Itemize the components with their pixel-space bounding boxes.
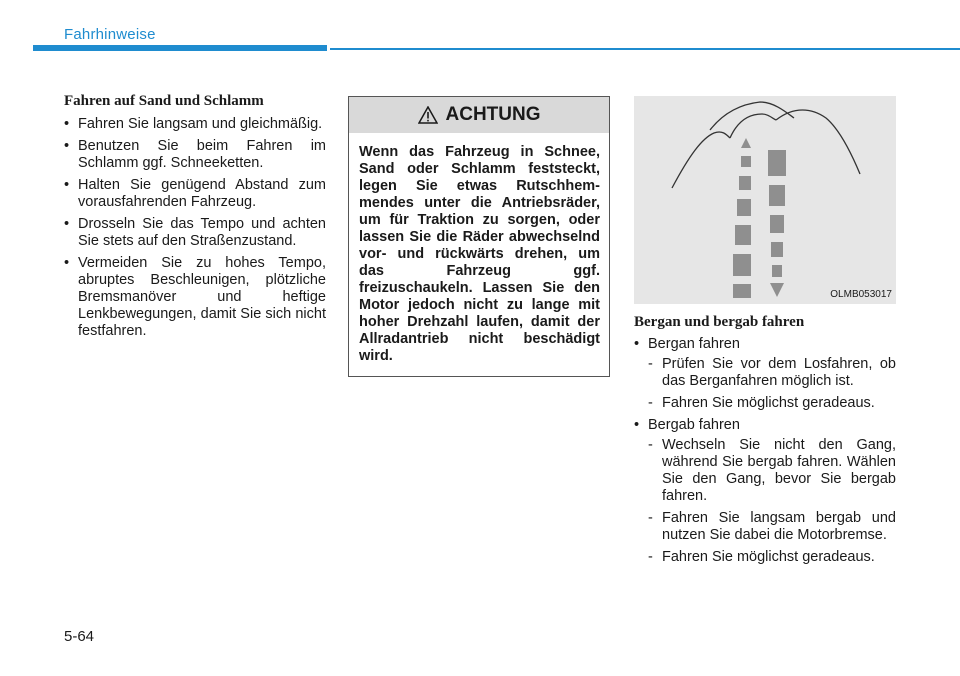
sub-list-item: - Fahren Sie möglichst geradeaus. — [648, 395, 896, 412]
illustration-uphill-downhill — [634, 96, 896, 304]
list-item: • Benutzen Sie beim Fahren im Schlamm ggf. Schneeketten. — [64, 138, 326, 172]
section-title: Fahrhinweise — [64, 26, 156, 43]
sub-list-downhill — [648, 437, 896, 566]
warning-triangle-icon — [418, 106, 438, 124]
bullet-list-sand-mud — [64, 116, 326, 340]
header-rule-thin — [330, 48, 960, 50]
list-item-downhill — [634, 417, 896, 566]
hills-arrows-illustration — [634, 96, 896, 304]
caution-box — [348, 96, 610, 377]
list-item-label: Bergan fahren — [648, 336, 740, 352]
caution-title: ACHTUNG — [445, 104, 541, 125]
heading-sand-mud: Fahren auf Sand und Schlamm — [64, 93, 264, 109]
caution-header — [349, 97, 609, 133]
list-item: • Drosseln Sie das Tempo und achten Sie stets auf den Straßenzustand. — [64, 216, 326, 250]
column-sand-mud — [64, 93, 326, 345]
list-item: • Fahren Sie langsam und gleichmäßig. — [64, 116, 326, 133]
list-item: • Halten Sie genügend Abstand zum vorausfahrenden Fahrzeug. — [64, 177, 326, 211]
column-slopes — [634, 96, 896, 571]
bullet-list-slopes — [634, 336, 896, 566]
header-rule-thick — [33, 45, 327, 51]
sub-list-item: - Fahren Sie möglichst geradeaus. — [648, 549, 896, 566]
heading-slopes: Bergan und bergab fahren — [634, 314, 805, 330]
list-item: • Vermeiden Sie zu hohes Tempo, abruptes Beschleunigen, plötzliche Bremsmanöver und heftige Lenkbewegungen, damit Sie sich nicht festfahren. — [64, 255, 326, 340]
sub-list-item: - Fahren Sie langsam bergab und nutzen Sie dabei die Motorbremse. — [648, 510, 896, 544]
caution-text: Wenn das Fahrzeug in Schnee, Sand oder Schlamm feststeckt, legen Sie etwas Rutschhemmendes unter die Antriebsräder, um für Traktion zu sorgen, oder lassen Sie die Räder abwechselnd vor- und rückwärts drehen, um das Fahrzeug ggf. freizuschaukeln. Lassen Sie den Motor jedoch nicht zu lange mit hoher Drehzahl laufen, damit der Allradantrieb nicht beschädigt wird. — [359, 144, 600, 364]
figure-code: OLMB053017 — [830, 289, 892, 300]
sub-list-uphill — [648, 356, 896, 412]
sub-list-item: - Wechseln Sie nicht den Gang, während Sie bergab fahren. Wählen Sie den Gang, bevor Sie bergab fahren. — [648, 437, 896, 505]
list-item-uphill — [634, 336, 896, 412]
list-item-label: Bergab fahren — [648, 417, 740, 433]
sub-list-item: - Prüfen Sie vor dem Losfahren, ob das Berganfahren möglich ist. — [648, 356, 896, 390]
page-number: 5-64 — [64, 628, 95, 645]
column-caution — [348, 96, 610, 377]
